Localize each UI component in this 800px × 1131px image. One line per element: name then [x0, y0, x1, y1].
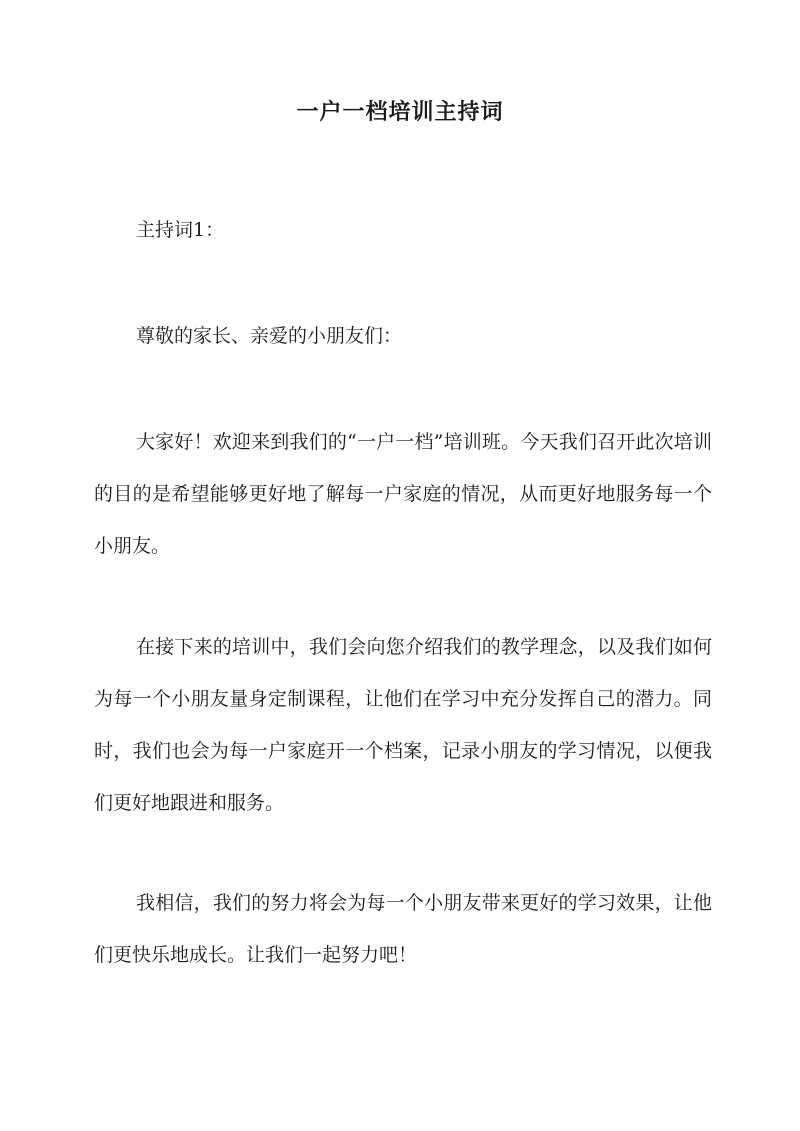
paragraph-training-content: 在接下来的培训中，我们会向您介绍我们的教学理念，以及我们如何为每一个小朋友量身定制课程，让他们在学习中充分发挥自己的潜力。同时，我们也会为每一户家庭开一个档案，记录小朋友的学习情况，以便我们更好地跟进和服务。 — [94, 636, 712, 814]
document-title: 一户一档培训主持词 — [296, 99, 504, 125]
paragraph-closing: 我相信，我们的努力将会为每一个小朋友带来更好的学习效果，让他们更快乐地成长。让我们一起努力吧！ — [94, 892, 712, 966]
paragraph-welcome: 大家好！欢迎来到我们的“一户一档”培训班。今天我们召开此次培训的目的是希望能够更好地了解每一户家庭的情况，从而更好地服务每一个小朋友。 — [94, 431, 712, 557]
greeting-line: 尊敬的家长、亲爱的小朋友们： — [136, 325, 403, 347]
speech-label: 主持词1： — [136, 219, 225, 241]
